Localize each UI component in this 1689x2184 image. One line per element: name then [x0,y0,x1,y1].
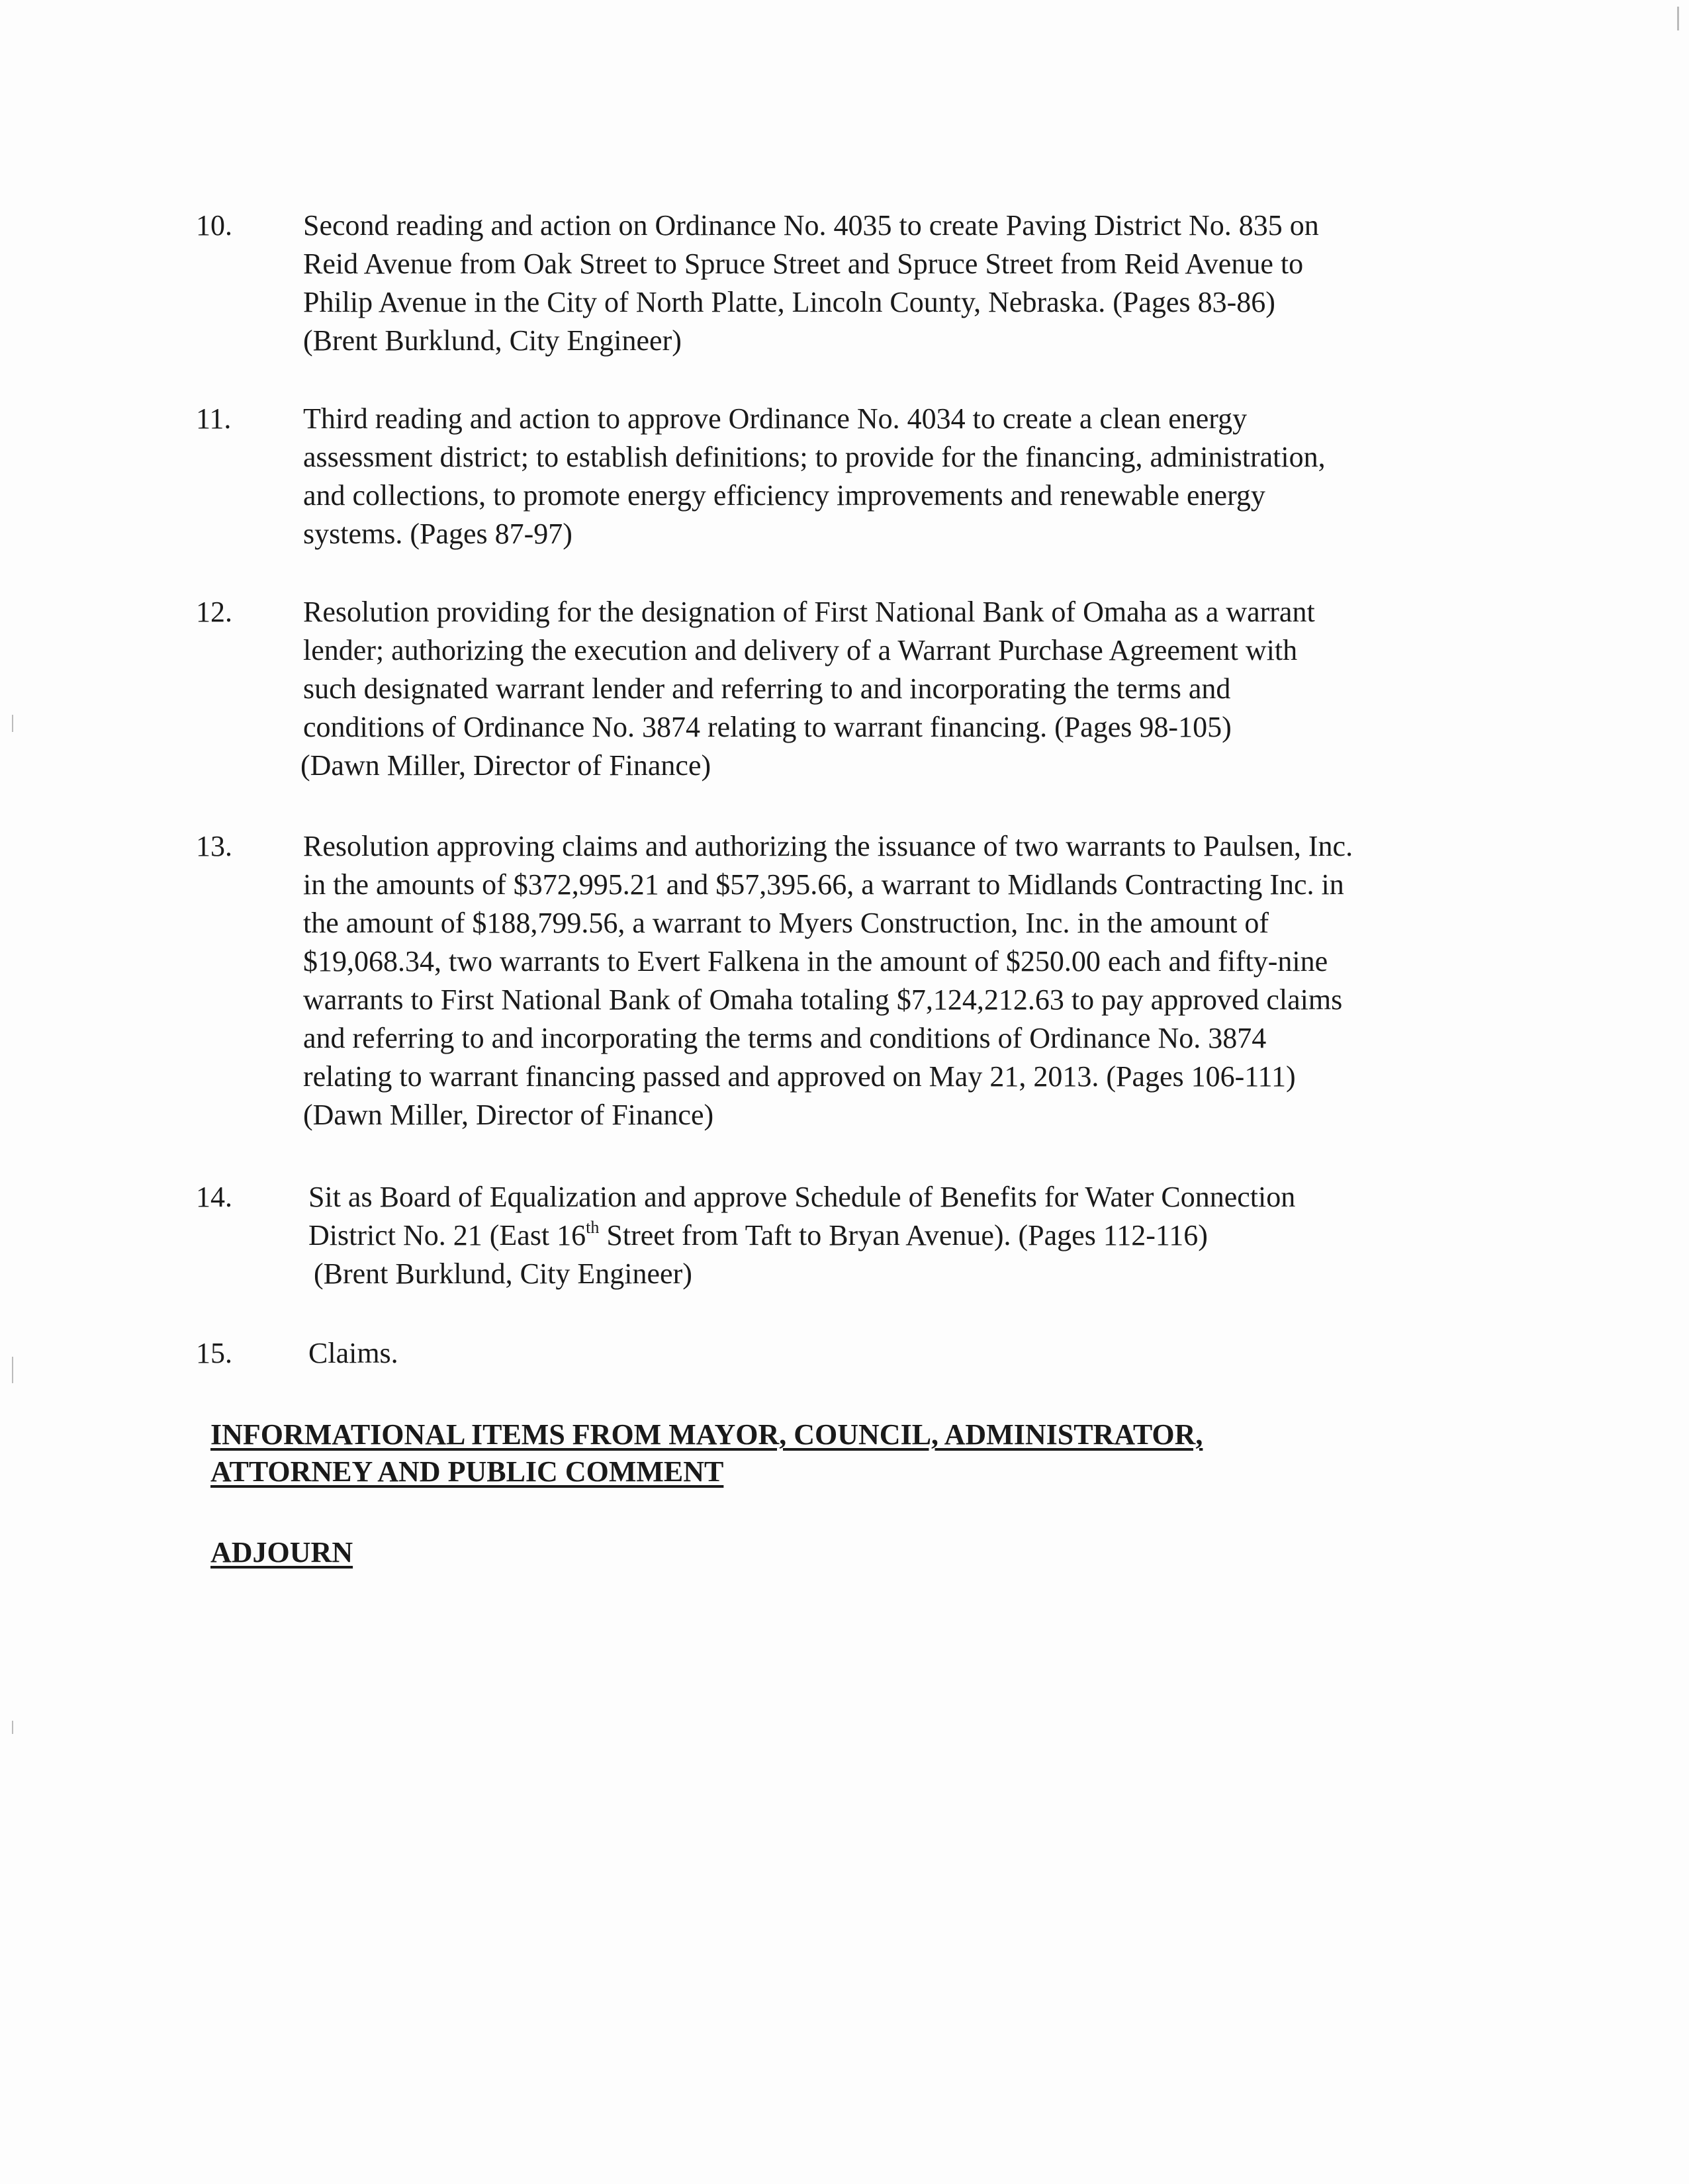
item-text-line: (Dawn Miller, Director of Finance) [300,749,711,782]
item-text-line: and referring to and incorporating the terms and conditions of Ordinance No. 3874 [303,1022,1267,1054]
item-text-line: Resolution approving claims and authorizing the issuance of two warrants to Paulsen, Inc. [303,830,1353,862]
ordinal-superscript: th [586,1218,600,1237]
scan-artifact [12,1357,13,1383]
item-text-line: Reid Avenue from Oak Street to Spruce Street and Spruce Street from Reid Avenue to [303,248,1304,280]
adjourn-heading: ADJOURN [210,1536,353,1569]
scan-artifact [12,715,13,732]
item-text-line: relating to warrant financing passed and approved on May 21, 2013. (Pages 106-111) [303,1060,1296,1093]
item-text-line: and collections, to promote energy efficiency improvements and renewable energy [303,479,1265,512]
item-number: 11. [196,402,232,435]
item-number: 12. [196,596,232,628]
item-text-segment: District No. 21 (East 16 [308,1219,586,1251]
item-text-line [308,1216,1208,1259]
item-text-line: conditions of Ordinance No. 3874 relating to warrant financing. (Pages 98-105) [303,711,1232,743]
item-text-line: Third reading and action to approve Ordinance No. 4034 to create a clean energy [303,402,1248,435]
item-text-line: Sit as Board of Equalization and approve Schedule of Benefits for Water Connection [308,1181,1296,1213]
informational-items-heading-line1: INFORMATIONAL ITEMS FROM MAYOR, COUNCIL, ADMINISTRATOR, [210,1418,1203,1451]
item-text-line: in the amounts of $372,995.21 and $57,395.66, a warrant to Midlands Contracting Inc. in [303,868,1344,901]
item-text-line: Second reading and action on Ordinance No. 4035 to create Paving District No. 835 on [303,209,1319,242]
item-text-line: assessment district; to establish definitions; to provide for the financing, administration, [303,441,1326,473]
item-text-line: Claims. [308,1337,398,1369]
item-number: 13. [196,830,232,862]
item-text-line: Philip Avenue in the City of North Platte, Lincoln County, Nebraska. (Pages 83-86) [303,286,1275,318]
item-text-line: warrants to First National Bank of Omaha totaling $7,124,212.63 to pay approved claims [303,983,1343,1016]
item-text-line: such designated warrant lender and referring to and incorporating the terms and [303,672,1231,705]
item-text-line: $19,068.34, two warrants to Evert Falkena in the amount of $250.00 each and fifty-nine [303,945,1328,978]
item-text-line: lender; authorizing the execution and delivery of a Warrant Purchase Agreement with [303,634,1298,666]
item-text-line: (Brent Burklund, City Engineer) [314,1257,692,1290]
item-number: 15. [196,1337,232,1369]
item-text-segment: Street from Taft to Bryan Avenue). (Pages 112-116) [599,1219,1208,1251]
scan-artifact [12,1721,13,1734]
item-number: 10. [196,209,232,242]
item-number: 14. [196,1181,232,1213]
item-text-line: systems. (Pages 87-97) [303,518,572,550]
item-text-line: the amount of $188,799.56, a warrant to Myers Construction, Inc. in the amount of [303,907,1269,939]
item-text-line: (Dawn Miller, Director of Finance) [303,1099,714,1131]
informational-items-heading-line2: ATTORNEY AND PUBLIC COMMENT [210,1455,724,1488]
item-text-line: (Brent Burklund, City Engineer) [303,324,682,357]
scan-artifact [1677,7,1679,30]
item-text-line: Resolution providing for the designation of First National Bank of Omaha as a warrant [303,596,1315,628]
